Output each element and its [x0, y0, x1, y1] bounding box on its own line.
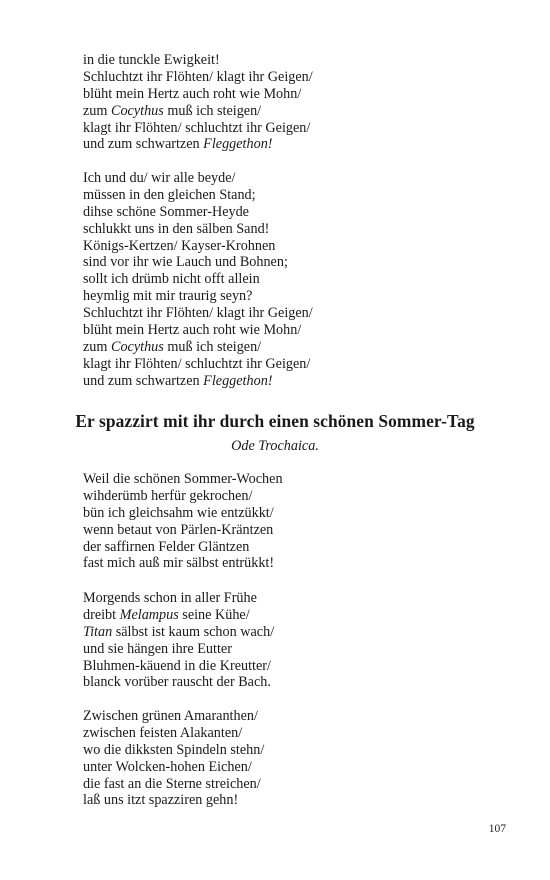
verse-text: schlukkt uns in den sälben Sand! — [83, 220, 270, 237]
verse-line — [83, 674, 513, 691]
verse-line — [83, 52, 513, 69]
verse-line — [83, 86, 513, 103]
verse-text: zum — [83, 338, 111, 355]
verse-text: die fast an die Sterne streichen/ — [83, 775, 261, 792]
verse-line — [83, 187, 513, 204]
verse-text-italic: Cocythus — [110, 102, 164, 119]
stanza — [83, 170, 513, 390]
verse-text: zum — [83, 102, 111, 119]
verse-text: dreibt — [83, 606, 120, 623]
verse-text: Schluchtzt ihr Flöhten/ klagt ihr Geigen/ — [83, 305, 313, 322]
verse-text: blüht mein Hertz auch roht wie Mohn/ — [83, 322, 302, 339]
verse-text: und zum schwartzen — [83, 136, 204, 153]
verse-text: muß ich steigen/ — [163, 338, 262, 355]
verse-line — [83, 204, 513, 221]
verse-line — [83, 221, 513, 238]
verse-text: und sie hängen ihre Eutter — [83, 640, 232, 657]
verse-text: sollt ich drümb nicht offt allein — [83, 271, 260, 288]
verse-text: sälbst ist kaum schon wach/ — [112, 623, 275, 640]
verse-line — [83, 69, 513, 86]
verse-line — [83, 792, 513, 809]
verse-line — [83, 356, 513, 373]
page-number: 107 — [488, 823, 506, 835]
verse-text-italic: Titan — [83, 623, 113, 640]
verse-text: Schluchtzt ihr Flöhten/ klagt ihr Geigen/ — [83, 68, 313, 85]
verse-line — [83, 555, 513, 572]
verse-line — [83, 607, 513, 624]
verse-text: Bluhmen-käuend in die Kreutter/ — [83, 657, 271, 674]
verse-text: wenn betaut von Pärlen-Kräntzen — [83, 521, 274, 538]
verse-text: heymlig mit mir traurig seyn? — [83, 288, 253, 305]
verse-line — [83, 271, 513, 288]
verse-text: Zwischen grünen Amaranthen/ — [83, 708, 258, 724]
verse-text: blanck vorüber rauscht der Bach. — [83, 674, 271, 691]
poem-subtitle: Ode Trochaica. — [231, 438, 319, 454]
verse-line — [83, 590, 513, 607]
verse-line — [83, 322, 513, 339]
verse-line — [83, 539, 513, 556]
verse-text: Weil die schönen Sommer-Wochen — [83, 471, 283, 487]
verse-text: dihse schöne Sommer-Heyde — [83, 203, 249, 220]
verse-text: Königs-Kertzen/ Kayser-Krohnen — [83, 237, 276, 254]
verse-text-italic: Cocythus — [110, 338, 164, 355]
verse-text: muß ich steigen/ — [163, 102, 262, 119]
verse-line — [83, 170, 513, 187]
verse-text: und zum schwartzen — [83, 372, 204, 389]
stanza — [83, 52, 513, 153]
stanza — [83, 471, 513, 572]
verse-line — [83, 136, 513, 153]
verse-text: zwischen feisten Alakanten/ — [83, 724, 243, 741]
verse-text: seine Kühe/ — [178, 606, 250, 623]
verse-text: klagt ihr Flöhten/ schluchtzt ihr Geigen/ — [83, 119, 311, 136]
verse-text: wo die dikksten Spindeln stehn/ — [83, 741, 265, 758]
verse-text-italic: Fleggethon! — [203, 372, 273, 389]
verse-line — [83, 488, 513, 505]
verse-line — [83, 339, 513, 356]
verse-text: der saffirnen Felder Gläntzen — [83, 538, 250, 555]
verse-line — [83, 254, 513, 271]
verse-line — [83, 624, 513, 641]
verse-line — [83, 658, 513, 675]
verse-text: klagt ihr Flöhten/ schluchtzt ihr Geigen/ — [83, 355, 311, 372]
verse-text: unter Wolcken-hohen Eichen/ — [83, 758, 252, 775]
verse-line — [83, 505, 513, 522]
verse-line — [83, 288, 513, 305]
verse-line — [83, 725, 513, 742]
verse-line — [83, 776, 513, 793]
verse-line — [83, 742, 513, 759]
verse-line — [83, 103, 513, 120]
verse-line — [83, 708, 513, 725]
verse-line — [83, 238, 513, 255]
verse-line — [83, 305, 513, 322]
verse-line — [83, 522, 513, 539]
verse-line — [83, 120, 513, 137]
verse-text: wihderümb herfür gekrochen/ — [83, 487, 253, 504]
poem-title: Er spazzirt mit ihr durch einen schönen Sommer-Tag — [75, 411, 475, 431]
stanza — [83, 708, 513, 809]
verse-text: Morgends schon in aller Frühe — [83, 590, 257, 606]
verse-line — [83, 759, 513, 776]
verse-text: laß uns itzt spazziren gehn! — [83, 792, 239, 809]
verse-text: blüht mein Hertz auch roht wie Mohn/ — [83, 85, 302, 102]
verse-line — [83, 373, 513, 390]
verse-text: bün ich gleichsahm wie entzükkt/ — [83, 504, 274, 521]
verse-line — [83, 641, 513, 658]
verse-text-italic: Fleggethon! — [203, 136, 273, 153]
verse-text: sind vor ihr wie Lauch und Bohnen; — [83, 254, 288, 271]
verse-text-italic: Melampus — [119, 606, 179, 623]
verse-text: Ich und du/ wir alle beyde/ — [83, 170, 236, 186]
verse-text: fast mich auß mir sälbst entrükkt! — [83, 555, 275, 572]
verse-line — [83, 471, 513, 488]
verse-text: in die tunckle Ewigkeit! — [83, 52, 220, 68]
stanza — [83, 590, 513, 691]
verse-text: müssen in den gleichen Stand; — [83, 186, 256, 203]
